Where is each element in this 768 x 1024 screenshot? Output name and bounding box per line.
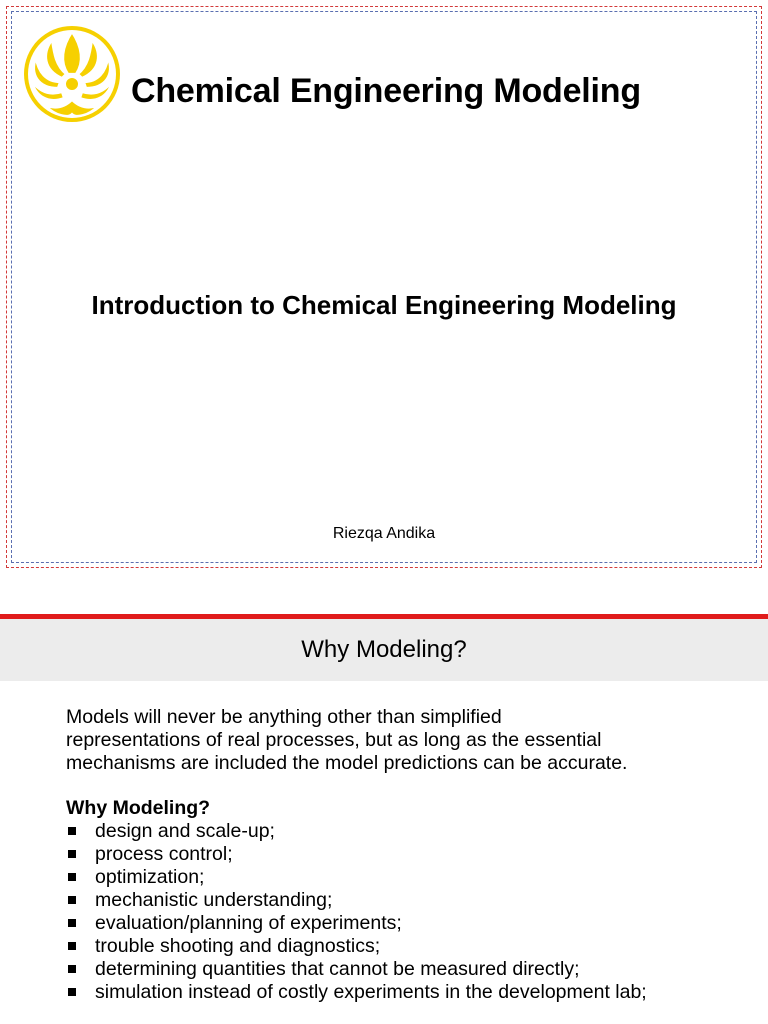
intro-line: mechanisms are included the model predictions can be accurate. <box>66 752 628 774</box>
intro-paragraph <box>66 706 746 775</box>
slide-subtitle: Introduction to Chemical Engineering Modeling <box>91 290 677 320</box>
list-heading: Why Modeling? <box>66 797 211 819</box>
makara-logo-icon <box>22 22 122 126</box>
slide-2-title: Why Modeling? <box>301 636 467 663</box>
slide-2-body <box>66 706 746 1004</box>
author-name: Riezqa Andika <box>332 525 436 542</box>
list-item: process control; <box>66 843 746 866</box>
list-item: mechanistic understanding; <box>66 889 746 912</box>
intro-line: Models will never be anything other than simplified <box>66 706 502 728</box>
list-item: design and scale-up; <box>66 820 746 843</box>
slide-title: Chemical Engineering Modeling <box>131 72 641 110</box>
list-item: optimization; <box>66 866 746 889</box>
list-item: simulation instead of costly experiments in the development lab; <box>66 981 746 1004</box>
list-item: evaluation/planning of experiments; <box>66 912 746 935</box>
list-item: determining quantities that cannot be measured directly; <box>66 958 746 981</box>
list-item: trouble shooting and diagnostics; <box>66 935 746 958</box>
intro-line: representations of real processes, but as long as the essential <box>66 729 602 751</box>
bullet-list <box>66 820 746 1004</box>
